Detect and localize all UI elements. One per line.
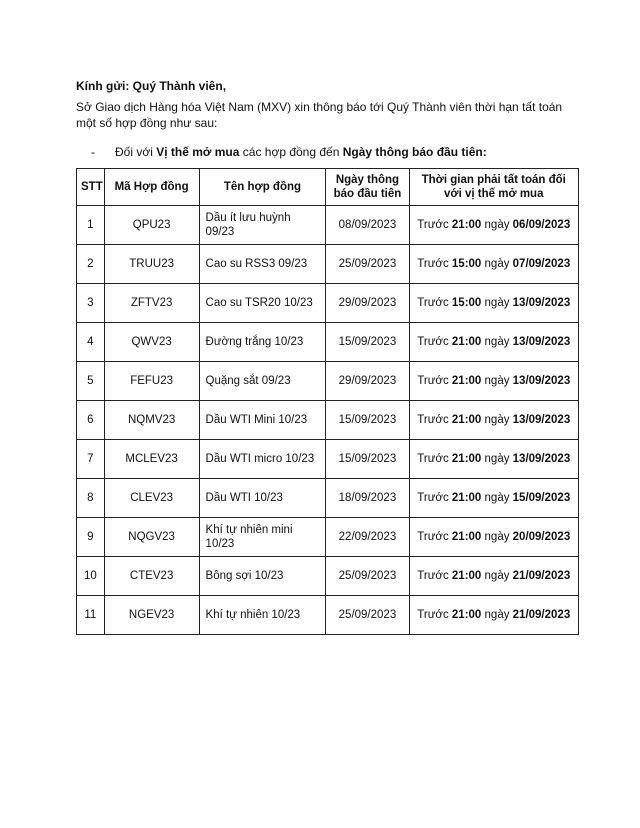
cell-settlement-deadline: [409, 323, 579, 362]
cell-settlement-deadline: [409, 206, 579, 245]
cell-contract-name: Dầu WTI 10/23: [199, 479, 326, 518]
cell-first-notice-date: 15/09/2023: [326, 440, 409, 479]
cell-first-notice-date: 08/09/2023: [326, 206, 409, 245]
cell-first-notice-date: 25/09/2023: [326, 596, 409, 635]
deadline-date: 13/09/2023: [512, 414, 571, 426]
deadline-mid: ngày: [481, 219, 513, 231]
cell-contract-code: CLEV23: [104, 479, 199, 518]
greeting: Kính gửi: Quý Thành viên,: [76, 79, 227, 93]
cell-settlement-deadline: [409, 518, 579, 557]
cell-stt: 6: [77, 401, 105, 440]
table-row: [77, 284, 579, 323]
header-contract-name: Tên hợp đồng: [199, 169, 326, 206]
deadline-mid: ngày: [481, 375, 513, 387]
deadline-date: 06/09/2023: [512, 219, 571, 231]
cell-settlement-deadline: [409, 596, 579, 635]
cell-settlement-deadline: [409, 362, 579, 401]
cell-stt: 1: [77, 206, 105, 245]
table-row: [77, 440, 579, 479]
deadline-time: 15:00: [451, 258, 482, 270]
header-contract-code: Mã Hợp đồng: [104, 169, 199, 206]
cell-stt: 8: [77, 479, 105, 518]
cell-contract-code: NGEV23: [104, 596, 199, 635]
deadline-date: 13/09/2023: [512, 297, 571, 309]
cell-first-notice-date: 29/09/2023: [326, 284, 409, 323]
cell-contract-name: Quặng sắt 09/23: [199, 362, 326, 401]
table-row: [77, 245, 579, 284]
table-row: [77, 596, 579, 635]
cell-settlement-deadline: [409, 440, 579, 479]
deadline-date: 20/09/2023: [512, 531, 571, 543]
deadline-date: 13/09/2023: [512, 375, 571, 387]
deadline-time: 21:00: [451, 219, 482, 231]
deadline-prefix: Trước: [417, 531, 452, 543]
cell-stt: 7: [77, 440, 105, 479]
deadline-prefix: Trước: [417, 453, 452, 465]
deadline-mid: ngày: [481, 570, 513, 582]
cell-first-notice-date: 22/09/2023: [326, 518, 409, 557]
deadline-prefix: Trước: [417, 297, 452, 309]
cell-settlement-deadline: [409, 479, 579, 518]
cell-stt: 5: [77, 362, 105, 401]
deadline-prefix: Trước: [417, 219, 452, 231]
deadline-prefix: Trước: [417, 375, 452, 387]
deadline-date: 21/09/2023: [512, 609, 571, 621]
cell-contract-name: Dầu WTI Mini 10/23: [199, 401, 326, 440]
cell-stt: 10: [77, 557, 105, 596]
header-first-notice-date: Ngày thông báo đầu tiên: [326, 169, 409, 206]
cell-contract-code: MCLEV23: [104, 440, 199, 479]
cell-settlement-deadline: [409, 245, 579, 284]
deadline-prefix: Trước: [417, 570, 452, 582]
cell-contract-name: Dầu ít lưu huỳnh 09/23: [199, 206, 326, 245]
cell-contract-code: FEFU23: [104, 362, 199, 401]
deadline-date: 13/09/2023: [512, 336, 571, 348]
cell-contract-name: Bông sợi 10/23: [199, 557, 326, 596]
bullet-bold-2: Ngày thông báo đầu tiên:: [342, 145, 487, 159]
deadline-mid: ngày: [481, 531, 513, 543]
cell-contract-name: Cao su RSS3 09/23: [199, 245, 326, 284]
cell-first-notice-date: 15/09/2023: [326, 323, 409, 362]
deadline-date: 15/09/2023: [512, 492, 571, 504]
table-row: [77, 401, 579, 440]
cell-contract-code: QPU23: [104, 206, 199, 245]
deadline-time: 21:00: [451, 609, 482, 621]
deadline-date: 07/09/2023: [512, 258, 571, 270]
cell-stt: 11: [77, 596, 105, 635]
deadline-prefix: Trước: [417, 609, 452, 621]
deadline-mid: ngày: [481, 609, 513, 621]
table-row: [77, 557, 579, 596]
cell-first-notice-date: 18/09/2023: [326, 479, 409, 518]
deadline-date: 21/09/2023: [512, 570, 571, 582]
deadline-mid: ngày: [481, 453, 513, 465]
header-settlement-deadline: Thời gian phải tất toán đối với vị thế mở mua: [409, 169, 579, 206]
header-stt: STT: [77, 169, 105, 206]
bullet-text-1: Đối với: [115, 145, 157, 159]
cell-contract-code: QWV23: [104, 323, 199, 362]
deadline-time: 21:00: [451, 375, 482, 387]
deadline-mid: ngày: [481, 336, 513, 348]
deadline-time: 21:00: [451, 336, 482, 348]
bullet-bold-1: Vị thế mở mua: [156, 145, 240, 159]
table-row: [77, 362, 579, 401]
cell-contract-name: Dầu WTI micro 10/23: [199, 440, 326, 479]
deadline-prefix: Trước: [417, 492, 452, 504]
deadline-time: 21:00: [451, 531, 482, 543]
deadline-time: 21:00: [451, 492, 482, 504]
deadline-prefix: Trước: [417, 336, 452, 348]
deadline-time: 21:00: [451, 570, 482, 582]
cell-stt: 4: [77, 323, 105, 362]
cell-stt: 2: [77, 245, 105, 284]
settlement-table: [76, 168, 579, 635]
cell-first-notice-date: 25/09/2023: [326, 557, 409, 596]
cell-contract-name: Đường trắng 10/23: [199, 323, 326, 362]
deadline-time: 15:00: [451, 297, 482, 309]
deadline-mid: ngày: [481, 414, 513, 426]
cell-stt: 9: [77, 518, 105, 557]
table-row: [77, 518, 579, 557]
cell-contract-code: NQGV23: [104, 518, 199, 557]
bullet-text-2: các hợp đồng đến: [239, 145, 343, 159]
cell-first-notice-date: 25/09/2023: [326, 245, 409, 284]
cell-settlement-deadline: [409, 284, 579, 323]
intro-paragraph: Sở Giao dịch Hàng hóa Việt Nam (MXV) xin thông báo tới Quý Thành viên thời hạn tất toán một số hợp đồng như sau:: [76, 100, 563, 130]
cell-contract-name: Khí tự nhiên mini 10/23: [199, 518, 326, 557]
cell-contract-code: TRUU23: [104, 245, 199, 284]
bullet-line: [91, 145, 487, 159]
cell-contract-code: NQMV23: [104, 401, 199, 440]
deadline-prefix: Trước: [417, 414, 452, 426]
cell-contract-name: Cao su TSR20 10/23: [199, 284, 326, 323]
cell-contract-code: ZFTV23: [104, 284, 199, 323]
cell-stt: 3: [77, 284, 105, 323]
table-row: [77, 323, 579, 362]
deadline-time: 21:00: [451, 414, 482, 426]
cell-settlement-deadline: [409, 401, 579, 440]
deadline-date: 13/09/2023: [512, 453, 571, 465]
table-row: [77, 206, 579, 245]
bullet-dash: -: [91, 145, 95, 159]
deadline-mid: ngày: [481, 492, 513, 504]
deadline-time: 21:00: [451, 453, 482, 465]
cell-settlement-deadline: [409, 557, 579, 596]
deadline-mid: ngày: [481, 297, 513, 309]
cell-contract-code: CTEV23: [104, 557, 199, 596]
table-body: [77, 206, 579, 635]
deadline-prefix: Trước: [417, 258, 452, 270]
deadline-mid: ngày: [481, 258, 513, 270]
cell-contract-name: Khí tự nhiên 10/23: [199, 596, 326, 635]
table-header-row: [77, 169, 579, 206]
cell-first-notice-date: 15/09/2023: [326, 401, 409, 440]
table-row: [77, 479, 579, 518]
cell-first-notice-date: 29/09/2023: [326, 362, 409, 401]
